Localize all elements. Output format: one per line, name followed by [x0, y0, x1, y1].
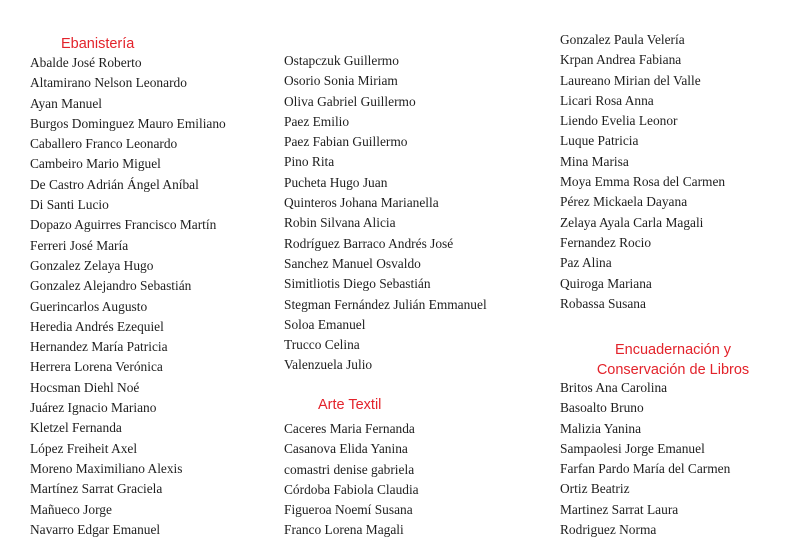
list-item: Juárez Ignacio Mariano [30, 400, 157, 416]
name-list-arte-textil [284, 419, 419, 541]
list-item: Sanchez Manuel Osvaldo [284, 255, 421, 271]
list-item: Quinteros Johana Marianella [284, 195, 439, 211]
list-item: Mina Marisa [560, 153, 629, 169]
section-heading-encuadernacion [584, 340, 762, 380]
list-item: Krpan Andrea Fabiana [560, 52, 682, 68]
list-item: Trucco Celina [284, 337, 360, 353]
list-item: Cambeiro Mario Miguel [30, 156, 161, 172]
list-item: Oliva Gabriel Guillermo [284, 93, 416, 109]
list-item: Córdoba Fabiola Claudia [284, 481, 419, 497]
list-item: Franco Lorena Magali [284, 522, 404, 538]
list-item: Figueroa Noemí Susana [284, 502, 413, 518]
list-item: Quiroga Mariana [560, 275, 652, 291]
list-item: Martinez Sarrat Laura [560, 501, 679, 517]
list-item: Gonzalez Zelaya Hugo [30, 257, 154, 273]
list-item: Licari Rosa Anna [560, 92, 654, 108]
list-item: Ayan Manuel [30, 95, 103, 111]
list-item: comastri denise gabriela [284, 461, 415, 477]
name-list-arte-textil-continued [560, 30, 725, 314]
list-item: Paz Alina [560, 255, 612, 271]
list-item: Liendo Evelia Leonor [560, 113, 678, 129]
list-item: Pucheta Hugo Juan [284, 174, 388, 190]
list-item: Ferreri José María [30, 237, 129, 253]
list-item: Navarro Edgar Emanuel [30, 521, 161, 537]
list-item: Casanova Elida Yanina [284, 441, 408, 457]
list-item: Fernandez Rocio [560, 234, 652, 250]
name-list-encuadernacion [560, 378, 730, 540]
section-heading-arte-textil: Arte Textil [318, 397, 382, 413]
list-item: Stegman Fernández Julián Emmanuel [284, 296, 487, 312]
list-item: Hernandez María Patricia [30, 339, 168, 355]
list-item: De Castro Adrián Ángel Aníbal [30, 176, 199, 192]
list-item: Pino Rita [284, 154, 335, 170]
list-item: Gonzalez Alejandro Sebastián [30, 278, 192, 294]
list-item: Rodriguez Norma [560, 522, 657, 538]
list-item: Robin Silvana Alicia [284, 215, 396, 231]
list-item: Malizia Yanina [560, 420, 642, 436]
list-item: Ostapczuk Guillermo [284, 53, 399, 68]
list-item: López Freiheit Axel [30, 440, 138, 456]
list-item: Robassa Susana [560, 295, 646, 311]
list-item: Dopazo Aguirres Francisco Martín [30, 217, 217, 233]
section-heading-line-1: Encuadernación y [614, 342, 732, 358]
list-item: Britos Ana Carolina [560, 380, 668, 395]
name-list-ebanisteria-continued [284, 51, 487, 376]
list-item: Zelaya Ayala Carla Magali [560, 214, 704, 230]
list-item: Abalde José Roberto [30, 55, 142, 70]
list-item: Soloa Emanuel [284, 316, 366, 332]
list-item: Altamirano Nelson Leonardo [30, 75, 187, 91]
list-item: Sampaolesi Jorge Emanuel [560, 440, 705, 456]
list-item: Guerincarlos Augusto [30, 298, 148, 314]
list-item: Caballero Franco Leonardo [30, 136, 178, 152]
list-item: Simitliotis Diego Sebastián [284, 276, 431, 292]
list-item: Hocsman Diehl Noé [30, 379, 140, 395]
list-item: Pérez Mickaela Dayana [560, 194, 688, 210]
list-item: Martínez Sarrat Graciela [30, 481, 163, 497]
list-item: Laureano Mirian del Valle [560, 72, 701, 88]
list-item: Ortiz Beatriz [560, 481, 630, 497]
list-item: Luque Patricia [560, 133, 639, 149]
list-item: Gonzalez Paula Velería [560, 32, 685, 47]
list-item: Moreno Maximiliano Alexis [30, 460, 183, 476]
section-heading-line-2: Conservación de Libros [596, 362, 750, 378]
list-item: Herrera Lorena Verónica [30, 359, 163, 375]
list-item: Valenzuela Julio [284, 357, 373, 373]
list-item: Heredia Andrés Ezequiel [30, 318, 164, 334]
list-item: Rodríguez Barraco Andrés José [284, 235, 454, 251]
list-item: Moya Emma Rosa del Carmen [560, 174, 726, 190]
list-item: Caceres Maria Fernanda [284, 421, 415, 436]
list-item: Osorio Sonia Miriam [284, 73, 398, 89]
list-item: Kletzel Fernanda [30, 420, 122, 436]
list-item: Paez Emilio [284, 113, 350, 129]
name-list-ebanisteria [30, 53, 226, 540]
list-item: Mañueco Jorge [30, 501, 112, 517]
list-item: Farfan Pardo María del Carmen [560, 461, 731, 477]
section-heading-ebanisteria: Ebanistería [61, 36, 135, 52]
list-item: Burgos Dominguez Mauro Emiliano [30, 115, 226, 131]
list-item: Paez Fabian Guillermo [284, 134, 408, 150]
list-item: Basoalto Bruno [560, 400, 644, 416]
list-item: Di Santi Lucio [30, 197, 109, 213]
